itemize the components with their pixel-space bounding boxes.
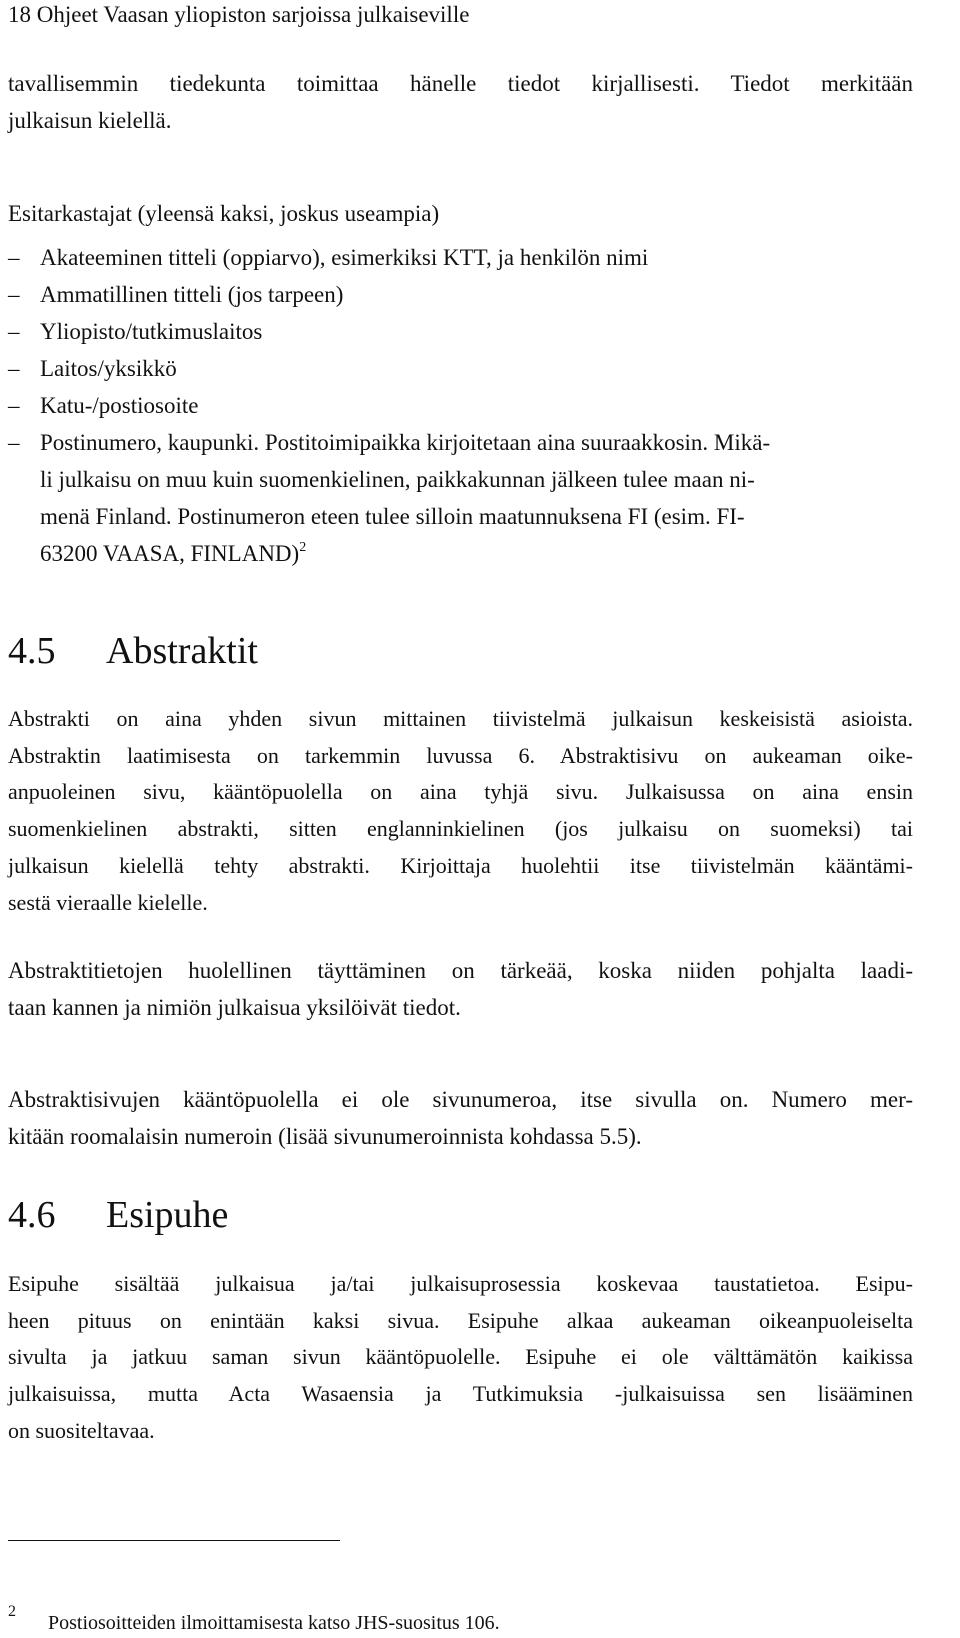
- footnote-reference[interactable]: 2: [299, 540, 307, 555]
- text-line: Abstrakti on aina yhden sivun mittainen tiivistelmä julkaisun keskeisistä asioista.: [8, 706, 913, 731]
- dash-bullet: –: [8, 282, 20, 307]
- text-line: suomenkielinen abstrakti, sitten englanninkielinen (jos julkaisu on suomeksi) tai: [8, 816, 913, 842]
- abstracts-paragraph-2: [8, 953, 913, 1026]
- text-line: sivulta ja jatkuu saman sivun kääntöpuolelle. Esipuhe ei ole välttämätön kaikissa: [8, 1344, 913, 1370]
- examiners-title: Esitarkastajat (yleensä kaksi, joskus useampia): [8, 201, 440, 226]
- text-line: julkaisun kielellä tehty abstrakti. Kirjoittaja huolehtii itse tiivistelmän kääntämi-: [8, 852, 913, 878]
- preface-paragraph: [8, 1266, 913, 1450]
- section-heading-4-6: [8, 1191, 228, 1239]
- text-line: Abstraktitietojen huolellinen täyttäminen on tärkeää, koska niiden pohjalta laadi-: [8, 958, 913, 983]
- dash-bullet: –: [8, 430, 20, 455]
- section-title: Abstraktit: [106, 630, 258, 672]
- list-item: – Ammatillinen titteli (jos tarpeen): [8, 276, 913, 313]
- text-line: kitään roomalaisin numeroin (lisää sivunumeroinnista kohdassa 5.5).: [8, 1123, 642, 1149]
- dash-bullet: –: [8, 356, 20, 381]
- dash-bullet: –: [8, 319, 20, 344]
- list-item-continuation: li julkaisu on muu kuin suomenkielinen, paikkakunnan jälkeen tulee maan ni-: [40, 467, 755, 492]
- footnote-divider: [8, 1540, 340, 1541]
- dash-bullet: –: [8, 245, 20, 270]
- text-line: anpuoleinen sivu, kääntöpuolella on aina tyhjä sivu. Julkaisussa on aina ensin: [8, 779, 913, 805]
- running-head: 18 Ohjeet Vaasan yliopiston sarjoissa julkaiseville: [8, 2, 470, 27]
- list-item-continuation: 63200 VAASA, FINLAND)$^2$: [40, 540, 307, 566]
- list-item: – Laitos/yksikkö: [8, 350, 913, 387]
- footnote-mark: 2: [8, 1603, 16, 1620]
- footnote-text: Postiosoitteiden ilmoittamisesta katso JHS-suositus 106.: [48, 1612, 500, 1634]
- list-item: – Yliopisto/tutkimuslaitos: [8, 313, 913, 350]
- text-line: Esipuhe sisältää julkaisua ja/tai julkaisuprosessia koskevaa taustatietoa. Esipu-: [8, 1271, 913, 1296]
- list-item: – Akateeminen titteli (oppiarvo), esimerkiksi KTT, ja henkilön nimi: [8, 239, 913, 276]
- list-item: – Katu-/postiosoite: [8, 387, 913, 424]
- abstracts-paragraph-3: [8, 1082, 913, 1155]
- text-line: Abstraktisivujen kääntöpuolella ei ole sivunumeroa, itse sivulla on. Numero mer-: [8, 1087, 913, 1112]
- text-line: tavallisemmin tiedekunta toimittaa hänelle tiedot kirjallisesti. Tiedot merkitään: [8, 71, 913, 96]
- list-item: – Postinumero, kaupunki. Postitoimipaikka kirjoitetaan aina suuraakkosin. Mikä-: [8, 424, 913, 461]
- section-heading-4-5: [8, 627, 258, 675]
- section-title: Esipuhe: [106, 1194, 229, 1236]
- dash-bullet: –: [8, 393, 20, 418]
- text-line: julkaisun kielellä.: [8, 107, 172, 133]
- text-line: taan kannen ja nimiön julkaisua yksilöivät tiedot.: [8, 994, 461, 1020]
- text-line: heen pituus on enintään kaksi sivua. Esipuhe alkaa aukeaman oikeanpuoleiselta: [8, 1307, 913, 1333]
- abstracts-paragraph-1: [8, 701, 913, 921]
- intro-paragraph: [8, 66, 913, 139]
- examiners-list: [8, 239, 913, 572]
- section-number: 4.5: [8, 630, 56, 672]
- text-line: Abstraktin laatimisesta on tarkemmin luvussa 6. Abstraktisivu on aukeaman oike-: [8, 742, 913, 768]
- text-line: on suositeltavaa.: [8, 1417, 155, 1443]
- text-line: sestä vieraalle kielelle.: [8, 889, 208, 915]
- list-item-continuation: menä Finland. Postinumeron eteen tulee silloin maatunnuksena FI (esim. FI-: [40, 504, 745, 529]
- section-number: 4.6: [8, 1194, 56, 1236]
- text-line: julkaisuissa, mutta Acta Wasaensia ja Tutkimuksia -julkaisuissa sen lisääminen: [8, 1381, 913, 1407]
